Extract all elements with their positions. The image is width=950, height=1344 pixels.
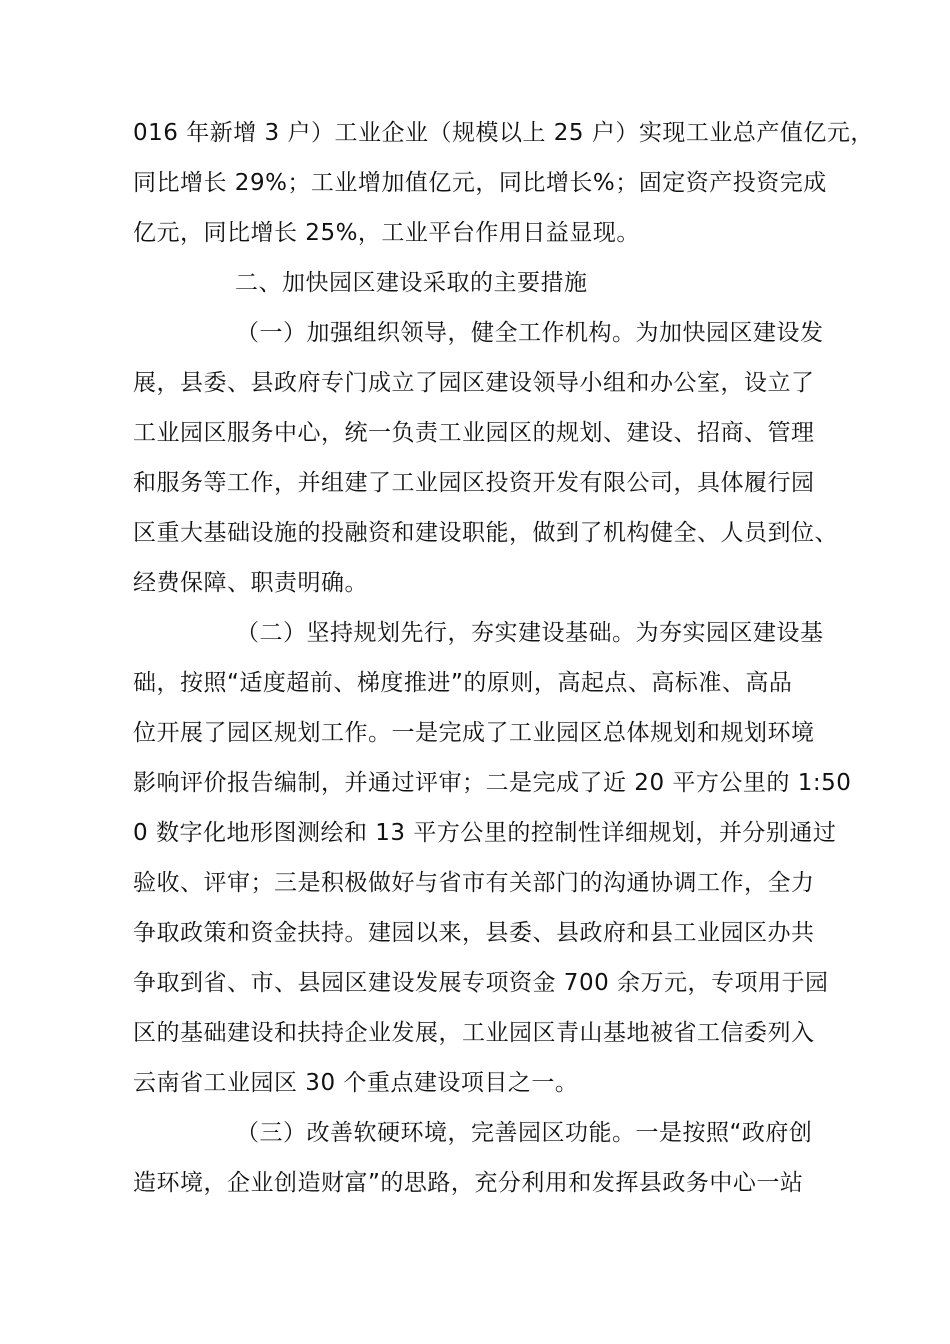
body-text-line: 和服务等工作，并组建了工业园区投资开发有限公司，具体履行园 — [133, 470, 815, 496]
body-text-line: 展，县委、县政府专门成立了园区建设领导小组和办公室，设立了 — [133, 370, 815, 396]
body-text-line: 位开展了园区规划工作。一是完成了工业园区总体规划和规划环境 — [133, 720, 815, 746]
body-text-line: 云南省工业园区 30 个重点建设项目之一。 — [133, 1070, 579, 1096]
body-text-line: 争取到省、市、县园区建设发展专项资金 700 余万元，专项用于园 — [133, 970, 829, 996]
body-text-line: 造环境，企业创造财富”的思路，充分利用和发挥县政务中心一站 — [133, 1170, 804, 1196]
body-text-line: 亿元，同比增长 25%，工业平台作用日益显现。 — [133, 220, 640, 246]
subsection-heading-1: （一）加强组织领导，健全工作机构。为加快园区建设发 — [236, 320, 824, 346]
body-text-line: 同比增长 29%；工业增加值亿元，同比增长%；固定资产投资完成 — [133, 170, 827, 196]
body-text-line: 0 数字化地形图测绘和 13 平方公里的控制性详细规划，并分别通过 — [133, 820, 837, 846]
body-text-line: 经费保障、职责明确。 — [133, 570, 368, 596]
subsection-heading-2: （二）坚持规划先行，夯实建设基础。为夯实园区建设基 — [236, 620, 824, 646]
section-heading: 二、加快园区建设采取的主要措施 — [235, 270, 588, 296]
body-text-line: 影响评价报告编制，并通过评审；二是完成了近 20 平方公里的 1:50 — [133, 770, 852, 796]
subsection-heading-3: （三）改善软硬环境，完善园区功能。一是按照“政府创 — [236, 1120, 813, 1146]
body-text-line: 础，按照“适度超前、梯度推进”的原则，高起点、高标准、高品 — [133, 670, 793, 696]
body-text-line: 016 年新增 3 户）工业企业（规模以上 25 户）实现工业总产值亿元， — [133, 120, 874, 146]
body-text-line: 工业园区服务中心，统一负责工业园区的规划、建设、招商、管理 — [133, 420, 815, 446]
body-text-line: 区的基础建设和扶持企业发展，工业园区青山基地被省工信委列入 — [133, 1020, 815, 1046]
body-text-line: 验收、评审；三是积极做好与省市有关部门的沟通协调工作，全力 — [133, 870, 815, 896]
body-text-line: 区重大基础设施的投融资和建设职能，做到了机构健全、人员到位、 — [133, 520, 838, 546]
body-text-line: 争取政策和资金扶持。建园以来，县委、县政府和县工业园区办共 — [133, 920, 815, 946]
